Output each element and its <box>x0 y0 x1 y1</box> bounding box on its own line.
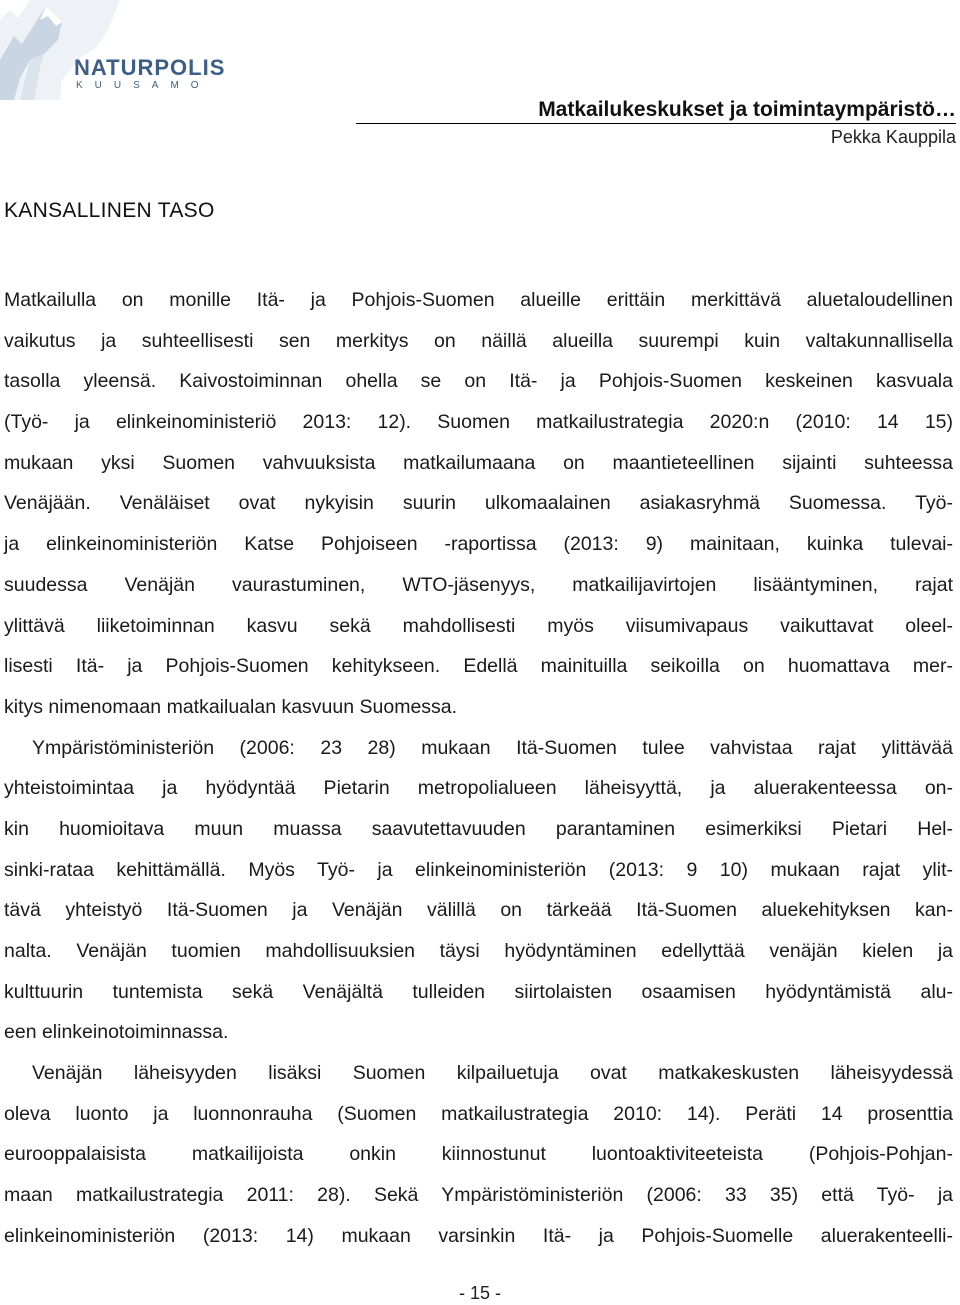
logo-subtitle: KUUSAMO <box>76 80 211 91</box>
text-line: Matkailulla on monille Itä- ja Pohjois-Suomen alueille erittäin merkittävä aluetaloudellinen <box>4 289 953 311</box>
body-text <box>4 280 953 1257</box>
section-title: KANSALLINEN TASO <box>4 199 215 222</box>
header-author: Pekka Kauppila <box>830 127 956 147</box>
text-line: nalta. Venäjän tuomien mahdollisuuksien täysi hyödyntäminen edellyttää venäjän kielen ja <box>4 940 953 962</box>
text-line: Venäjään. Venäläiset ovat nykyisin suurin ulkomaalainen asiakasryhmä Suomessa. Työ- <box>4 492 953 515</box>
text-line: kulttuurin tuntemista sekä Venäjältä tulleiden siirtolaisten osaamisen hyödyntämistä alu- <box>4 980 953 1003</box>
text-line: suudessa Venäjän vaurastuminen, WTO-jäsenyys, matkailijavirtojen lisääntyminen, rajat <box>4 573 953 596</box>
text-line: elinkeinoministeriön (2013: 14) mukaan varsinkin Itä- ja Pohjois-Suomelle aluerakenteelli- <box>4 1224 953 1247</box>
text-line: (Työ- ja elinkeinoministeriö 2013: 12). Suomen matkailustrategia 2020:n (2010: 14 15) <box>4 411 953 434</box>
text-line: vaikutus ja suhteellisesti sen merkitys on näillä alueilla suurempi kuin valtakunnallisella <box>4 329 953 352</box>
text-line: sinki-rataa kehittämällä. Myös Työ- ja elinkeinoministeriön (2013: 9 10) mukaan rajat ylit- <box>4 858 953 881</box>
text-line: Venäjän läheisyyden lisäksi Suomen kilpailuetuja ovat matkakeskusten läheisyydessä <box>32 1062 953 1085</box>
text-line: eurooppalaisista matkailijoista onkin kiinnostunut luontoaktiviteeteista (Pohjois-Pohjan- <box>4 1143 953 1166</box>
page-number: - 15 - <box>458 1283 501 1303</box>
header-rule <box>356 123 956 124</box>
logo-wordmark: NATURPOLIS <box>74 55 226 80</box>
text-line: tasolla yleensä. Kaivostoiminnan ohella se on Itä- ja Pohjois-Suomen keskeinen kasvuala <box>4 370 953 393</box>
running-header <box>356 96 956 150</box>
text-line: mukaan yksi Suomen vahvuuksista matkailumaana on maantieteellinen sijainti suhteessa <box>4 451 953 474</box>
text-line: oleva luonto ja luonnonrauha (Suomen matkailustrategia 2010: 14). Peräti 14 prosenttia <box>4 1102 953 1125</box>
text-line: kitys nimenomaan matkailualan kasvuun Suomessa. <box>4 695 458 718</box>
naturpolis-logo <box>0 0 226 100</box>
text-line: yhteistoimintaa ja hyödyntää Pietarin metropolialueen läheisyyttä, ja aluerakenteessa on- <box>4 777 953 800</box>
text-line: Ympäristöministeriön (2006: 23 28) mukaan Itä-Suomen tulee vahvistaa rajat ylittävää <box>32 736 953 759</box>
text-line: ja elinkeinoministeriön Katse Pohjoiseen -raportissa (2013: 9) mainitaan, kuinka tulevai- <box>4 533 953 556</box>
text-line: kin huomioitava muun muassa saavutettavuuden parantaminen esimerkiksi Pietari Hel- <box>4 817 953 840</box>
text-line: tävä yhteistyö Itä-Suomen ja Venäjän välillä on tärkeää Itä-Suomen aluekehityksen kan- <box>4 899 953 922</box>
text-line: maan matkailustrategia 2011: 28). Sekä Ympäristöministeriön (2006: 33 35) että Työ- ja <box>4 1184 953 1207</box>
text-line: ylittävä liiketoiminnan kasvu sekä mahdollisesti myös viisumivapaus vaikuttavat oleel- <box>4 614 953 637</box>
text-line: lisesti Itä- ja Pohjois-Suomen kehitykseen. Edellä mainituilla seikoilla on huomattava mer- <box>4 655 953 678</box>
text-line: een elinkeinotoiminnassa. <box>4 1021 229 1044</box>
header-title: Matkailukeskukset ja toimintaympäristö… <box>538 98 956 121</box>
